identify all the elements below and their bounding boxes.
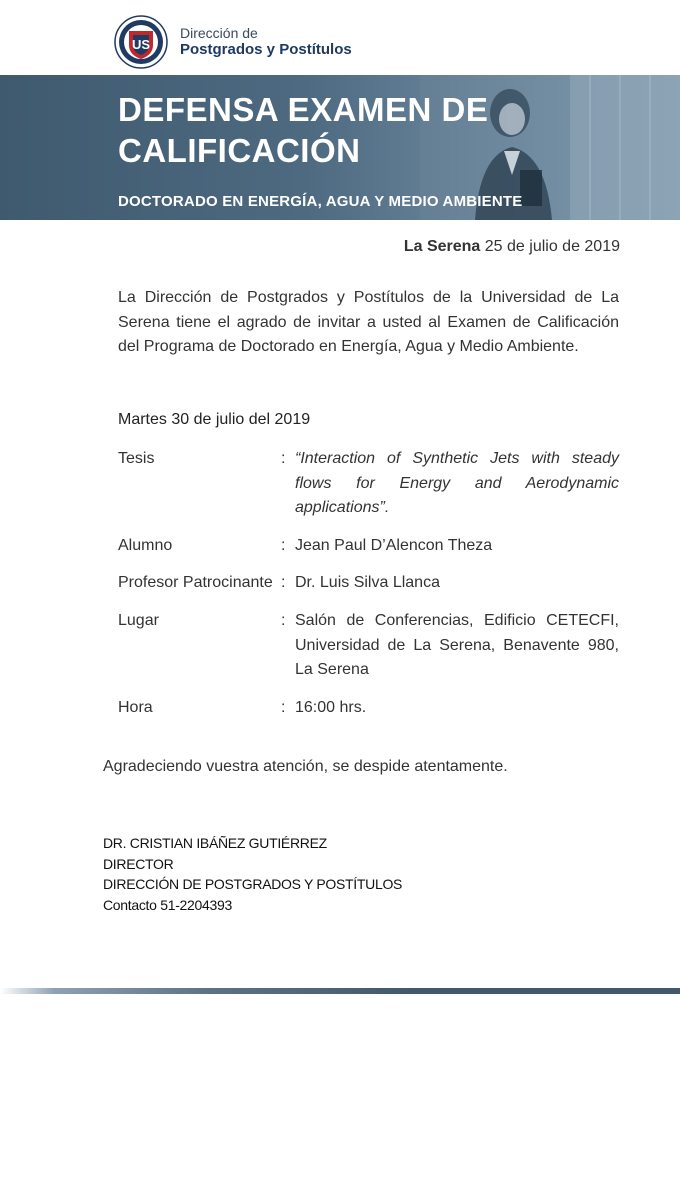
signature-role: DIRECTOR [103,855,174,872]
date-city: La Serena [403,238,481,255]
detail-value: 16:00 hrs. [295,699,367,716]
detail-label: Alumno [118,537,173,554]
footer-divider [0,988,680,994]
detail-label: Tesis [118,450,155,467]
detail-value: “Interaction of Synthetic Jets with steady flows for Energy and Aerodynamic applications”. [295,450,619,517]
logo-line1: Dirección de [180,25,258,42]
logo-line2: Postgrados y Postítulos [180,41,352,59]
date-text: 25 de julio de 2019 [480,238,620,255]
detail-colon: : [281,537,286,554]
detail-label: Hora [118,699,153,716]
banner-title: DEFENSA EXAMEN DE CALIFICACIÓN [118,91,489,169]
detail-colon: : [281,574,286,591]
detail-colon: : [281,450,286,467]
signature-department: DIRECCIÓN DE POSTGRADOS Y POSTÍTULOS [103,876,403,892]
logo-text [180,25,352,58]
detail-colon: : [281,612,286,629]
detail-label: Lugar [118,612,159,629]
event-date: Martes 30 de julio del 2019 [118,411,311,428]
svg-text:US: US [131,37,151,52]
signature-contact: Contacto 51-2204393 [103,896,232,913]
intro-paragraph: La Dirección de Postgrados y Postítulos de la Universidad de La Serena tiene el agrado de invitar a usted al Examen de Calificación del Programa de Doctorado en Energía, Agua y Medio Ambiente. [118,289,619,356]
detail-value: Dr. Luis Silva Llanca [295,574,440,591]
institution-logo [114,14,352,70]
title-banner [0,75,680,220]
signature-block [103,833,402,915]
detail-label: Profesor Patrocinante [118,574,273,591]
university-seal-icon [114,15,168,69]
detail-value: Salón de Conferencias, Edificio CETECFI, Universidad de La Serena, Benavente 980, La Serena [295,612,619,679]
signature-name: DR. CRISTIAN IBÁÑEZ GUTIÉRREZ [103,835,327,851]
detail-value: Jean Paul D’Alencon Theza [295,537,493,554]
detail-colon: : [281,699,286,716]
closing-text: Agradeciendo vuestra atención, se despide atentamente. [103,758,508,775]
banner-subtitle: DOCTORADO EN ENERGÍA, AGUA Y MEDIO AMBIENTE [118,193,523,210]
letter-date [404,238,620,256]
